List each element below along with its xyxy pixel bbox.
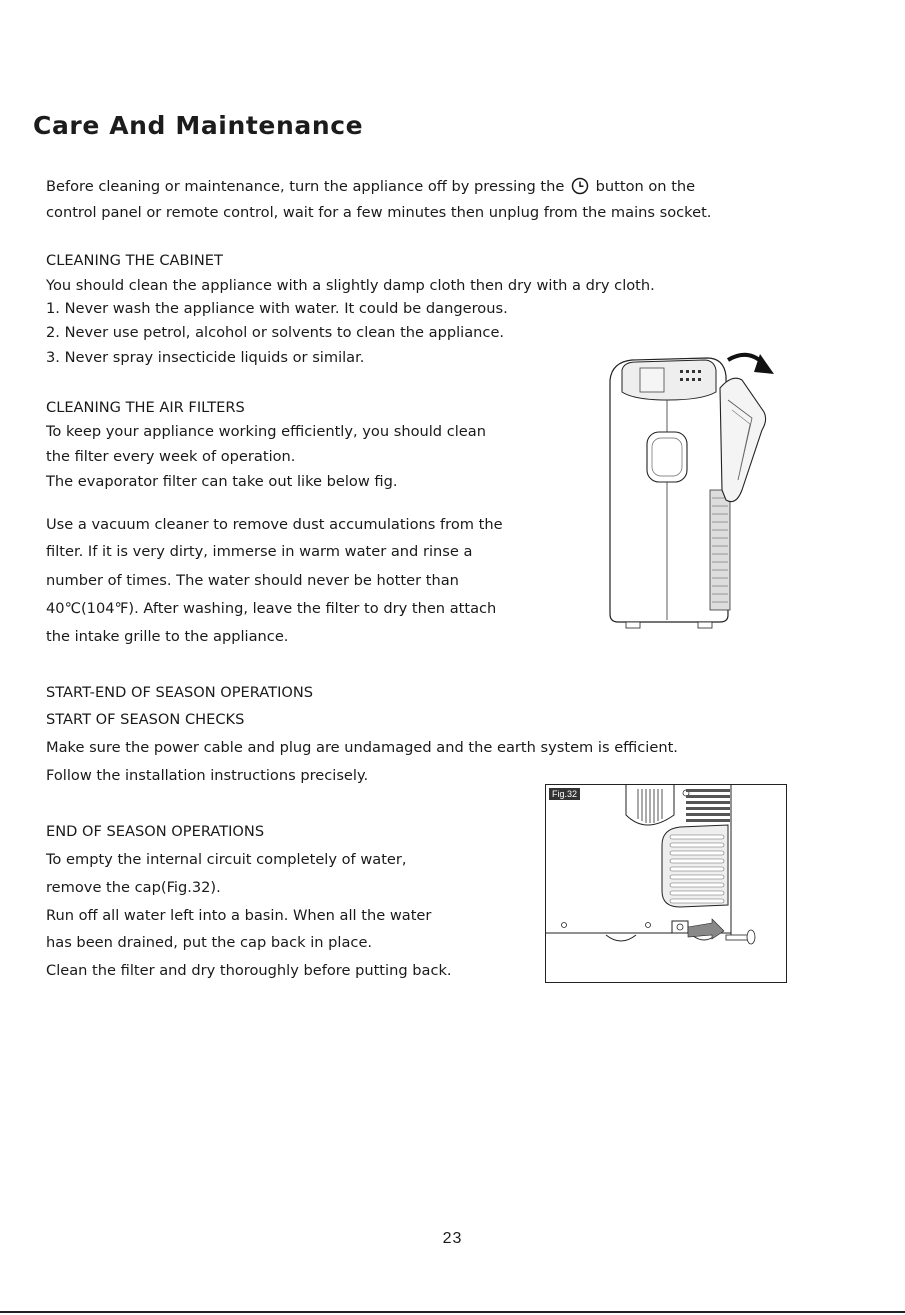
filters-line: filter. If it is very dirty, immerse in warm water and rinse a <box>46 543 473 560</box>
page-number: 23 <box>442 1230 463 1247</box>
end-season-heading: END OF SEASON OPERATIONS <box>46 823 265 840</box>
season-heading: START-END OF SEASON OPERATIONS <box>46 684 314 701</box>
cabinet-text: You should clean the appliance with a slightly damp cloth then dry with a dry cloth. <box>46 277 655 294</box>
cabinet-item-1: 1. Never wash the appliance with water. It could be dangerous. <box>46 300 508 317</box>
end-season-line: Run off all water left into a basin. When all the water <box>46 907 432 924</box>
intro-line-1 <box>46 176 695 202</box>
power-timer-icon <box>571 177 589 202</box>
figure-32 <box>545 784 787 983</box>
appliance-filter-illustration <box>592 340 792 638</box>
cabinet-item-2: 2. Never use petrol, alcohol or solvents to clean the appliance. <box>46 324 505 341</box>
filters-heading: CLEANING THE AIR FILTERS <box>46 399 245 416</box>
filters-line: Use a vacuum cleaner to remove dust accumulations from the <box>46 516 503 533</box>
end-season-line: remove the cap(Fig.32). <box>46 879 221 896</box>
filters-line: the intake grille to the appliance. <box>46 628 289 645</box>
end-season-line: has been drained, put the cap back in place. <box>46 934 373 951</box>
intro-line-2: control panel or remote control, wait for a few minutes then unplug from the mains socket. <box>46 204 712 221</box>
end-season-line: To empty the internal circuit completely of water, <box>46 851 407 868</box>
cabinet-heading: CLEANING THE CABINET <box>46 252 223 269</box>
start-season-heading: START OF SEASON CHECKS <box>46 711 245 728</box>
start-season-line: Follow the installation instructions precisely. <box>46 767 369 784</box>
bottom-rule <box>0 1311 905 1313</box>
intro-line-1-after: button on the <box>595 178 696 195</box>
figure-32-label: Fig.32 <box>549 788 580 800</box>
start-season-line: Make sure the power cable and plug are undamaged and the earth system is efficient. <box>46 739 678 756</box>
end-season-line: Clean the filter and dry thoroughly before putting back. <box>46 962 452 979</box>
filters-line: number of times. The water should never be hotter than <box>46 572 459 589</box>
intro-line-1-before: Before cleaning or maintenance, turn the appliance off by pressing the <box>46 178 565 195</box>
filters-line: the filter every week of operation. <box>46 448 296 465</box>
filters-line: To keep your appliance working efficiently, you should clean <box>46 423 486 440</box>
filters-line: The evaporator filter can take out like below fig. <box>46 473 398 490</box>
cabinet-item-3: 3. Never spray insecticide liquids or similar. <box>46 349 365 366</box>
filters-line: 40℃(104℉). After washing, leave the filter to dry then attach <box>46 600 497 617</box>
page-title: Care And Maintenance <box>33 111 364 140</box>
